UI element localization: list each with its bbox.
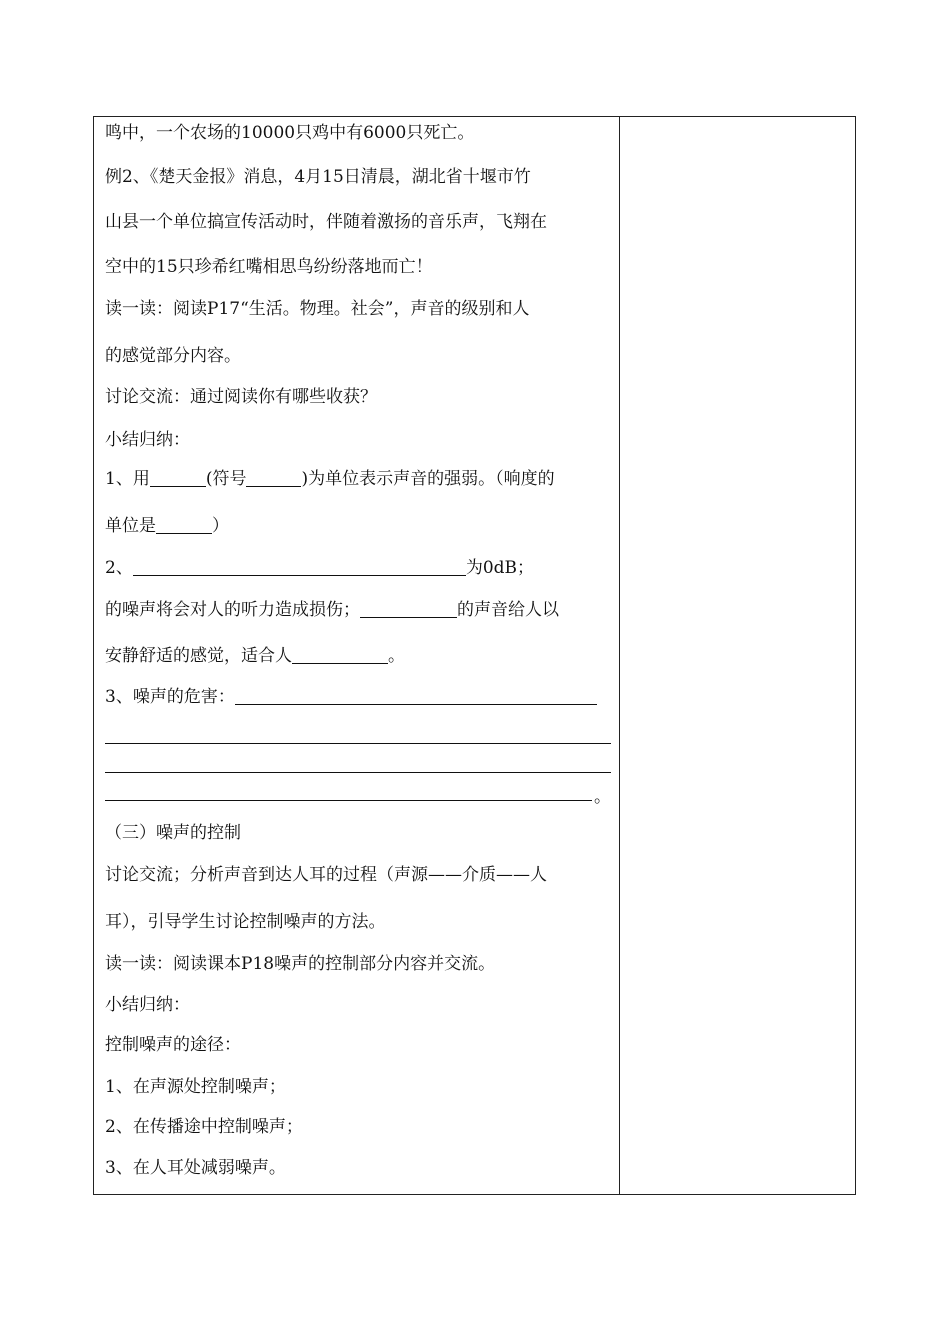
text-segment: 2、 [105,558,133,578]
answer-line[interactable] [105,800,592,801]
text-line: 控制噪声的途径： [105,1035,241,1055]
text-line: 读一读：阅读课本P18噪声的控制部分内容并交流。 [105,954,496,974]
text-line: 耳），引导学生讨论控制噪声的方法。 [105,912,386,932]
text-segment: 1、用 [105,469,150,489]
text-line: 鸣中，一个农场的10000只鸡中有6000只死亡。 [105,123,475,143]
text-segment: (符号 [205,469,247,489]
text-line: 小结归纳： [105,995,190,1015]
text-line: 。 [594,787,611,807]
lesson-table [93,116,856,1195]
blank-harm[interactable] [235,688,597,705]
text-line: 例2、《楚天金报》消息，4月15日清晨，湖北省十堰市竹 [105,167,531,187]
text-segment: )为单位表示声音的强弱。（响度的 [301,469,555,489]
text-segment: 为0dB； [465,558,535,578]
column-divider [619,117,620,1194]
text-segment: 。 [388,646,405,666]
blank-unit[interactable] [150,470,206,487]
text-line: 小结归纳： [105,430,190,450]
blank-comfortable[interactable] [360,601,457,618]
text-segment: ） [212,516,229,536]
fill-blank-line-4 [105,600,559,620]
text-line: 空中的15只珍希红嘴相思鸟纷纷落地而亡！ [105,257,433,277]
blank-zero-db[interactable] [133,559,466,576]
fill-blank-line-5 [105,646,405,666]
blank-symbol[interactable] [246,470,301,487]
blank-suitable[interactable] [292,647,388,664]
text-line: 讨论交流：通过阅读你有哪些收获？ [105,387,377,407]
text-line: 1、在声源处控制噪声； [105,1077,286,1097]
text-line: 讨论交流；分析声音到达人耳的过程（声源——介质——人 [105,865,547,885]
fill-blank-line-2 [105,516,229,536]
blank-loudness-unit[interactable] [156,517,212,534]
text-segment: 的噪声将会对人的听力造成损伤； [105,600,360,620]
answer-line[interactable] [105,772,611,773]
text-line: 山县一个单位搞宣传活动时，伴随着激扬的音乐声，飞翔在 [105,212,547,232]
fill-blank-line-1 [105,469,555,489]
answer-line[interactable] [105,743,611,744]
text-line: 读一读：阅读P17“生活。物理。社会”，声音的级别和人 [105,299,530,319]
fill-blank-line-3 [105,558,534,578]
text-line: 3、在人耳处减弱噪声。 [105,1158,286,1178]
text-segment: 安静舒适的感觉，适合人 [105,646,292,666]
text-segment: 单位是 [105,516,156,536]
text-line: 2、在传播途中控制噪声； [105,1117,303,1137]
text-segment: 3、噪声的危害： [105,687,235,707]
section-heading: （三）噪声的控制 [105,823,241,843]
fill-blank-line-6 [105,687,597,707]
text-line: 的感觉部分内容。 [105,346,241,366]
notes-cell [621,117,855,1194]
text-segment: 的声音给人以 [457,600,559,620]
